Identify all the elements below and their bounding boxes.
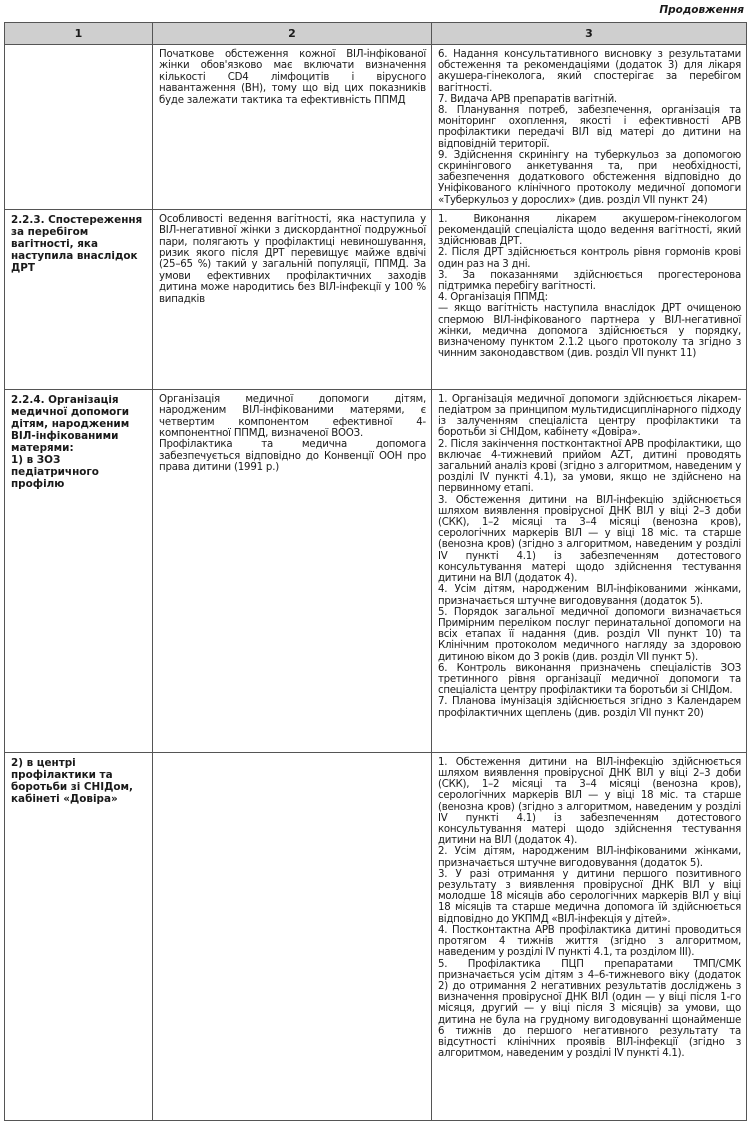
table-row <box>5 45 747 210</box>
description-paragraph: Особливості ведення вагітності, яка наступила у ВІЛ-негативної жінки з дискордантної подружньої пари, полягають у профілактиці невиношування, ризик якого після ДРТ перевищує майже вдвічі (25–65 %) такий у загальній популяції, ППМД. За умови ефективних профілактичних заходів дитина може народитись без ВІЛ-інфекції у 100 % випадків <box>159 213 426 305</box>
section-cell <box>5 45 153 210</box>
description-cell <box>153 389 432 752</box>
step-item: 4. Організація ППМД: <box>438 292 548 304</box>
protocol-table <box>4 22 747 1121</box>
section-title: 2.2.4. Організація медичної допомоги дітям, народженим ВІЛ-інфікованими матерями: 1) в ЗОЗ педіатричного профілю <box>11 393 130 490</box>
step-item: 6. Контроль виконання призначень спеціалістів ЗОЗ третинного рівня організації медичної допомоги та спеціаліста центру профілактики та боротьби зі СНІДом. <box>438 662 741 697</box>
column-header-3: 3 <box>432 23 747 45</box>
column-header-1: 1 <box>5 23 153 45</box>
section-title: 2) в центрі профілактики та боротьби зі СНІДом, кабінеті «Довіра» <box>11 756 133 805</box>
step-item: 3. Обстеження дитини на ВІЛ-інфекцію здійснюється шляхом виявлення провірусної ДНК ВІЛ у віці 2–3 доби (СКК), 1–2 місяці та 3–4 місяці (венозна кров), серологічних маркерів ВІЛ — у віці 18 міс. та старше (венозна кров) (згідно з алгоритмом, наведеним у розділі IV пункті 4.1) із забезпеченням дотестового консультування матері щодо здійснення тестування дитини на ВІЛ (додаток 4). <box>438 494 741 585</box>
column-header-2: 2 <box>153 23 432 45</box>
step-item: 5. Профілактика ПЦП препаратами ТМП/СМК призначається усім дітям з 4–6-тижневого віку (додаток 2) до отримання 2 негативних результатів досліджень з визначення провірусної ДНК ВІЛ (один — у віці після 1-го місяця, другий — у віці після 3 місяців) за умови, що дитина не була на грудному вигодовуванні щонайменше 6 тижнів до першого негативного результату та відсутності клінічних проявів ВІЛ-інфекції (згідно з алгоритмом, наведеним у розділі IV пункті 4.1). <box>438 958 741 1060</box>
table-row <box>5 209 747 389</box>
table-body <box>5 45 747 1121</box>
step-item: — якщо вагітність наступила внаслідок ДРТ очищеною спермою ВІЛ-інфікованого партнера у ВІЛ-негативної жінки, медична допомога здійснюється у порядку, визначеному пунктом 2.1.2 цього протоколу та згідно з чинним законодавством (див. розділ VII пункт 11) <box>438 303 741 360</box>
step-item: 1. Виконання лікарем акушером-гінекологом рекомендацій спеціаліста щодо ведення вагітності, який здійснював ДРТ. <box>438 213 741 248</box>
step-item: 1. Організація медичної допомоги здійснюється лікарем-педіатром за принципом мультидисциплінарного підходу із залученням спеціаліста центру профілактики та боротьби зі СНІДом, кабінету «Довіра». <box>438 393 741 439</box>
table-row <box>5 389 747 752</box>
table-header-row <box>5 23 747 45</box>
step-item: 2. Усім дітям, народженим ВІЛ-інфікованими жінками, призначається штучне вигодовування (додаток 5). <box>438 846 741 869</box>
description-paragraph: Профілактика та медична допомога забезпечується відповідно до Конвенції ООН про права дитини (1991 р.) <box>159 439 426 474</box>
steps-cell <box>432 389 747 752</box>
step-item: 2. Після закінчення постконтактної АРВ профілактики, що включає 4-тижневий прийом AZT, дитині проводять загальний аналіз крові (згідно з алгоритмом, наведеним у розділі IV пункті 4.1), за умови, якщо не здійснено на первинному етапі. <box>438 438 741 495</box>
step-item: 9. Здійснення скринінгу на туберкульоз за допомогою скринінгового анкетування та, при необхідності, забезпечення додаткового обстеження відповідно до Уніфікованого клінічного протоколу медичної допомоги «Туберкульоз у дорослих» (див. розділ VII пункт 24) <box>438 149 741 206</box>
continuation-label: Продовження <box>659 4 744 16</box>
steps-cell <box>432 45 747 210</box>
description-cell <box>153 45 432 210</box>
steps-cell <box>432 209 747 389</box>
section-cell <box>5 389 153 752</box>
step-item: 5. Порядок загальної медичної допомоги визначається Примірним переліком послуг перинатальної допомоги на всіх етапах її надання (див. розділ VII пункт 10) та Клінічним протоколом медичного нагляду за здоровою дитиною віком до 3 років (див. розділ VII пункт 5). <box>438 606 741 663</box>
step-item: 3. У разі отримання у дитини першого позитивного результату з виявлення провірусної ДНК ВІЛ у віці молодше 18 місяців або серологічних маркерів ВІЛ у віці 18 місяців та старше медична допомога їй здійснюється відповідно до УКПМД «ВІЛ-інфекція у дітей». <box>438 868 741 925</box>
step-item: 2. Після ДРТ здійснюється контроль рівня гормонів крові один раз на 3 дні. <box>438 247 741 270</box>
step-item: 7. Видача АРВ препаратів вагітній. <box>438 93 617 105</box>
table-row <box>5 752 747 1120</box>
description-paragraph: Початкове обстеження кожної ВІЛ-інфікованої жінки обов'язково має включати визначення кількості CD4 лімфоцитів і вірусного навантаження (ВН), тому що від цих показників буде залежати тактика та ефективність ППМД <box>159 49 426 106</box>
step-item: 4. Усім дітям, народженим ВІЛ-інфікованими жінками, призначається штучне вигодовування (додаток 5). <box>438 584 741 607</box>
section-cell <box>5 209 153 389</box>
description-cell <box>153 209 432 389</box>
section-title: 2.2.3. Спостереження за перебігом вагітності, яка наступила внаслідок ДРТ <box>11 213 143 274</box>
step-item: 7. Планова імунізація здійснюється згідно з Календарем профілактичних щеплень (див. розділ VII пункт 20) <box>438 696 741 719</box>
step-item: 4. Постконтактна АРВ профілактика дитині проводиться протягом 4 тижнів життя (згідно з алгоритмом, наведеним у розділі IV пункті 4.1, та розділом III). <box>438 924 741 959</box>
steps-cell <box>432 752 747 1120</box>
description-cell <box>153 752 432 1120</box>
step-item: 3. За показаннями здійснюється прогестеронова підтримка перебігу вагітності. <box>438 269 741 293</box>
step-item: 1. Обстеження дитини на ВІЛ-інфекцію здійснюється шляхом виявлення провірусної ДНК ВІЛ у віці 2–3 доби (СКК), 1–2 місяці та 3–4 місяці (венозна кров), серологічних маркерів ВІЛ — у віці 18 міс. та старше (венозна кров) (згідно з алгоритмом, наведеним у розділі IV пункті 4.1) із забезпеченням дотестового консультування матері щодо здійснення тестування дитини на ВІЛ (додаток 4). <box>438 756 741 847</box>
step-item: 6. Надання консультативного висновку з результатами обстеження та рекомендаціями (додаток 3) для лікаря акушера-гінеколога, який спостерігає за перебігом вагітності. <box>438 49 741 94</box>
step-item: 8. Планування потреб, забезпечення, організація та моніторинг охоплення, якості і ефективності АРВ профілактики передачі ВІЛ від матері до дитини на відповідній території. <box>438 105 741 150</box>
description-paragraph: Організація медичної допомоги дітям, народженим ВІЛ-інфікованими матерями, є четвертим компонентом ефективної 4-компонентної ППМД, визначеної ВООЗ. <box>159 393 426 440</box>
section-cell <box>5 752 153 1120</box>
